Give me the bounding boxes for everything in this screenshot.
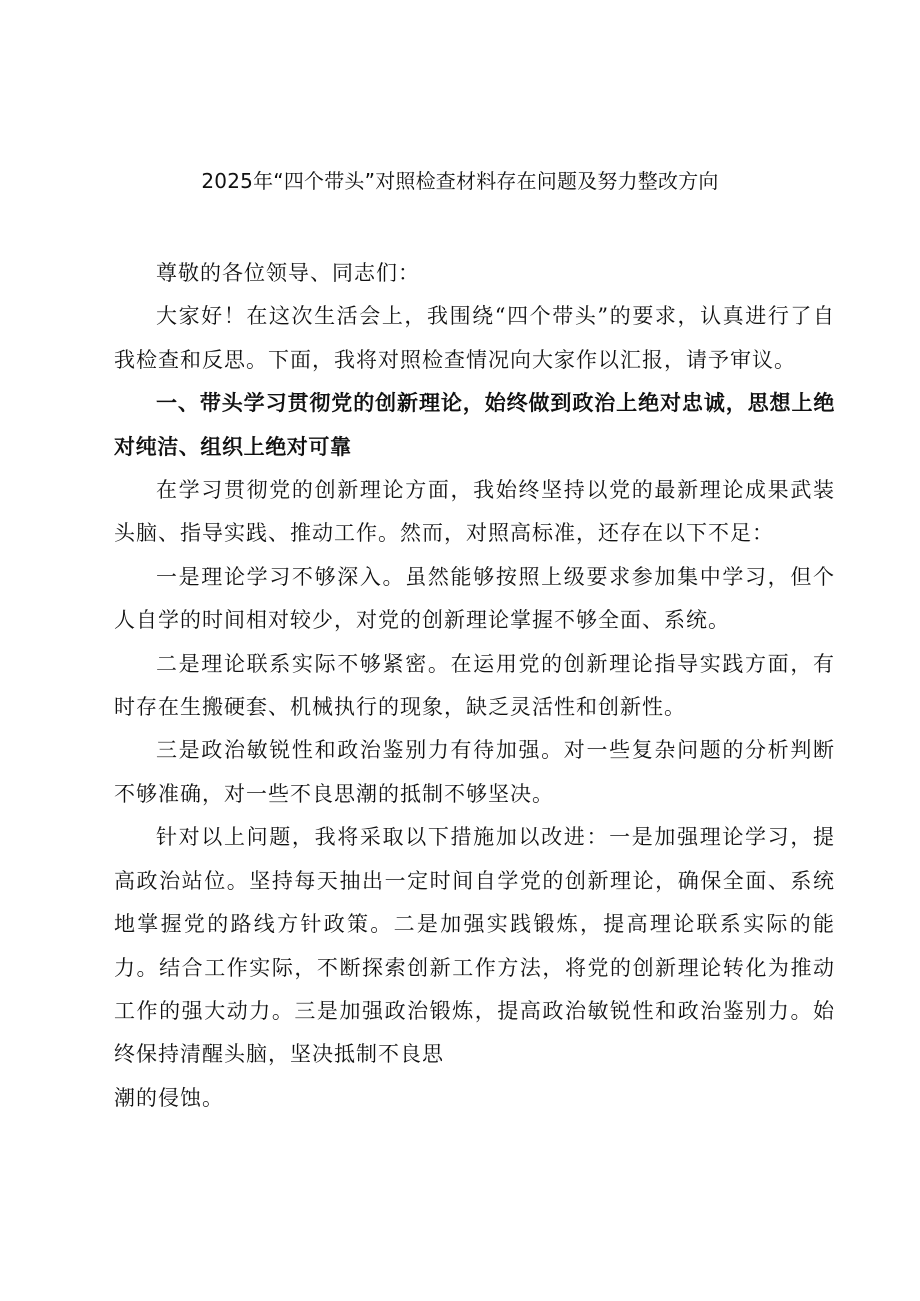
greeting-paragraph: 尊敬的各位领导、同志们：: [156, 261, 420, 285]
intro-paragraph: 大家好！在这次生活会上，我围绕“四个带头”的要求，认真进行了自我检查和反思。下面，我将对照检查情况向大家作以汇报，请予审议。: [114, 304, 835, 372]
section1-measures-tail: 潮的侵蚀。: [114, 1085, 224, 1110]
document-body: [114, 252, 835, 1120]
section1-issue-1-paragraph: 一是理论学习不够深入。虽然能够按照上级要求参加集中学习，但个人自学的时间相对较少，对党的创新理论掌握不够全面、系统。: [114, 564, 835, 633]
section-heading-1: 一、带头学习贯彻党的创新理论，始终做到政治上绝对忠诚，思想上绝对纯洁、组织上绝对可靠: [114, 391, 835, 459]
section1-issue-3-paragraph: 三是政治敏锐性和政治鉴别力有待加强。对一些复杂问题的分析判断不够准确，对一些不良思潮的抵制不够坚决。: [114, 738, 835, 806]
document-title: 2025年“四个带头”对照检查材料存在问题及努力整改方向: [201, 169, 719, 193]
section1-lead-paragraph: 在学习贯彻党的创新理论方面，我始终坚持以党的最新理论成果武装头脑、指导实践、推动工作。然而，对照高标准，还存在以下不足：: [114, 478, 835, 546]
section1-measures-paragraph: 针对以上问题，我将采取以下措施加以改进：一是加强理论学习，提高政治站位。坚持每天抽出一定时间自学党的创新理论，确保全面、系统地掌握党的路线方针政策。二是加强实践锻炼，提高理论联系实际的能力。结合工作实际，不断探索创新工作方法，将党的创新理论转化为推动工作的强大动力。三是加强政治锻炼，提高政治敏锐性和政治鉴别力。始终保持清醒头脑，坚决抵制不良思: [114, 825, 835, 1067]
section1-issue-2-paragraph: 二是理论联系实际不够紧密。在运用党的创新理论指导实践方面，有时存在生搬硬套、机械执行的现象，缺乏灵活性和创新性。: [114, 651, 835, 720]
